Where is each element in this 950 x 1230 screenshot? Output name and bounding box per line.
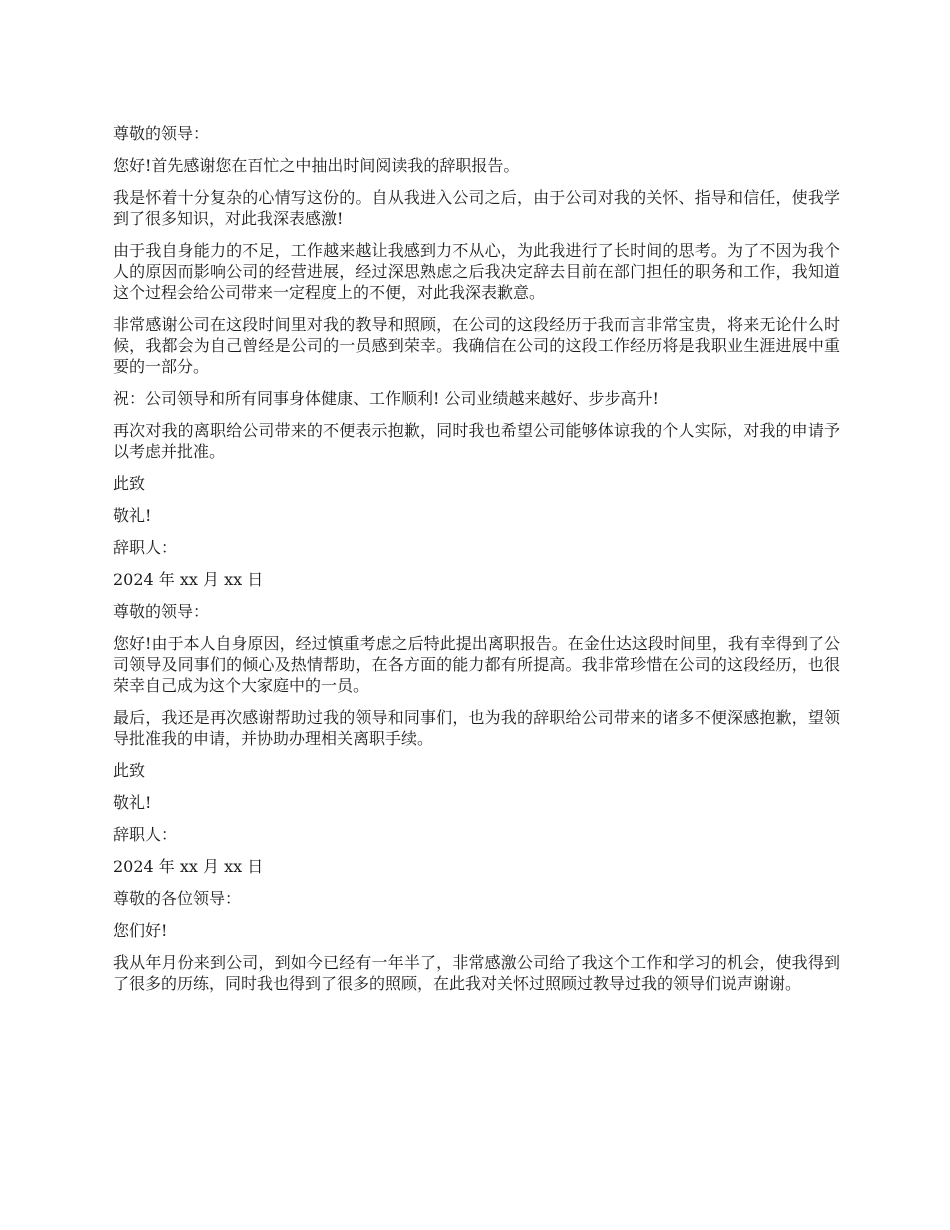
closing-line: 此致 [113,761,146,780]
body-paragraph: 由于我自身能力的不足，工作越来越让我感到力不从心，为此我进行了长时间的思考。为了不因为我个人的原因而影响公司的经营进展，经过深思熟虑之后我决定辞去目前在部门担任的职务和工作，我知道这个过程会给公司带来一定程度上的不便，对此我深表歉意。 [113,241,840,302]
date-line: 2024 年 xx 月 xx 日 [113,570,264,589]
body-paragraph: 再次对我的离职给公司带来的不便表示抱歉，同时我也希望公司能够体谅我的个人实际，对我的申请予以考虑并批准。 [113,421,840,461]
body-paragraph: 非常感谢公司在这段时间里对我的教导和照顾，在公司的这段经历于我而言非常宝贵，将来无论什么时候，我都会为自己曾经是公司的一员感到荣幸。我确信在公司的这段工作经历将是我职业生涯进展中重要的一部分。 [113,315,840,376]
body-paragraph: 我是怀着十分复杂的心情写这份的。自从我进入公司之后，由于公司对我的关怀、指导和信任，使我学到了很多知识，对此我深表感激! [113,188,840,228]
closing-regards: 敬礼! [113,506,152,525]
greeting-paragraph: 您好!首先感谢您在百忙之中抽出时间阅读我的辞职报告。 [113,156,520,175]
salutation: 尊敬的领导： [113,124,210,143]
salutation: 尊敬的各位领导： [113,889,242,908]
date-line: 2024 年 xx 月 xx 日 [113,857,264,876]
body-paragraph: 我从年月份来到公司，到如今已经有一年半了，非常感激公司给了我这个工作和学习的机会，使我得到了很多的历练，同时我也得到了很多的照顾，在此我对关怀过照顾过教导过我的领导们说声谢谢。 [113,953,840,993]
body-paragraph: 最后，我还是再次感谢帮助过我的领导和同事们，也为我的辞职给公司带来的诸多不便深感抱歉，望领导批准我的申请，并协助办理相关离职手续。 [113,708,840,748]
body-paragraph: 您好!由于本人自身原因，经过慎重考虑之后特此提出离职报告。在金仕达这段时间里，我有幸得到了公司领导及同事们的倾心及热情帮助，在各方面的能力都有所提高。我非常珍惜在公司的这段经历，也很荣幸自己成为这个大家庭中的一员。 [113,634,840,695]
signature-label: 辞职人： [113,538,178,557]
closing-regards: 敬礼! [113,793,152,812]
salutation: 尊敬的领导： [113,602,210,621]
document-page [113,123,840,1005]
closing-line: 此致 [113,474,146,493]
greeting-paragraph: 您们好! [113,921,168,940]
signature-label: 辞职人： [113,825,178,844]
wishes-paragraph: 祝：公司领导和所有同事身体健康、工作顺利! 公司业绩越来越好、步步高升! [113,389,659,408]
